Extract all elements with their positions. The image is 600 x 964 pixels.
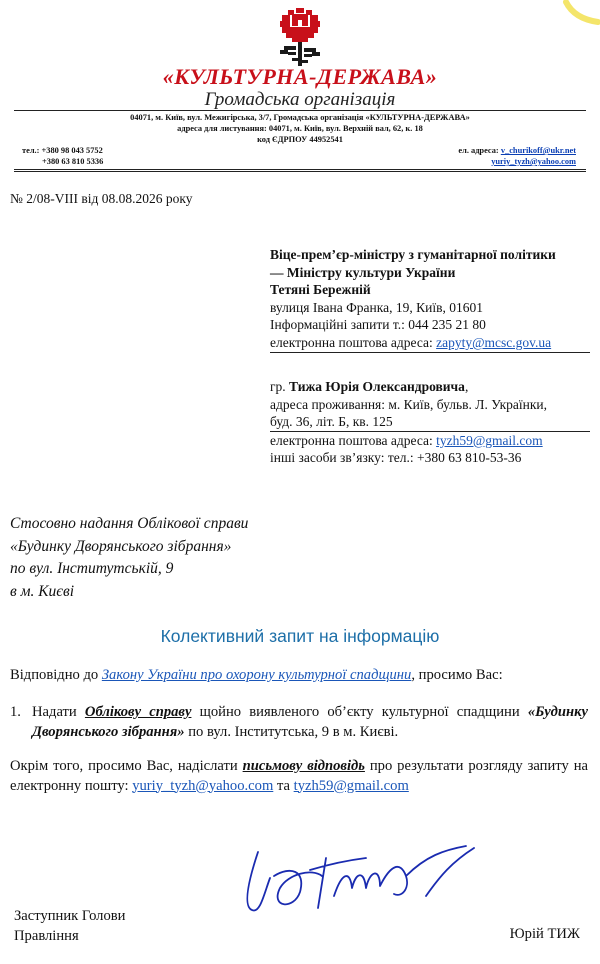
intro-text-before: Відповідно до	[10, 667, 102, 683]
registration-number: № 2/08-VIII від 08.08.2026 року	[10, 191, 193, 206]
request-item-1	[10, 703, 588, 742]
org-subtitle: Громадська організація	[204, 89, 396, 110]
sender-prefix: гр.	[270, 379, 286, 394]
org-mail-address: адреса для листування: 04071, м. Київ, вул. Верхній вал, 62, к. 18	[177, 124, 423, 133]
rose-logo-icon	[268, 6, 332, 68]
recipient-email-link[interactable]: zapyty@mcsc.gov.ua	[436, 334, 552, 350]
sender-address-1: адреса проживання: м. Київ, бульв. Л. Українки,	[270, 396, 548, 412]
sender-other-contacts: інші засоби зв’язку: тел.: +380 63 810-53-36	[270, 450, 522, 466]
corner-mark-icon	[556, 0, 600, 28]
divider	[14, 171, 586, 172]
recipient-line-2: — Міністру культури України	[270, 264, 456, 280]
item1-text-1: Надати	[32, 704, 85, 720]
org-name: «КУЛЬТУРНА-ДЕРЖАВА»	[162, 64, 438, 89]
reply-request-paragraph	[10, 757, 588, 796]
position-line-2: Правління	[14, 928, 79, 944]
sender-name-line: гр. Тижа Юрія Олександровича,	[270, 379, 469, 394]
org-email-2-link[interactable]: yuriy_tyzh@yahoo.com	[491, 157, 576, 166]
sender-email-label: електронна поштова адреса:	[270, 432, 433, 448]
recipient-email-label: електронна поштова адреса:	[270, 334, 433, 350]
para2-text-1: Окрім того, просимо Вас, надіслати	[10, 758, 243, 774]
item1-text-3: по вул. Інститутська, 9 в м. Києві.	[184, 723, 399, 740]
para2-text-3: та	[273, 777, 294, 794]
subject-line-2: «Будинку Дворянського зібрання»	[10, 537, 232, 555]
recipient-name: Тетяні Бережній	[270, 282, 371, 298]
sender-block	[270, 378, 590, 467]
org-edrpou: код ЄДРПОУ 44952541	[257, 135, 343, 144]
org-email-1-link[interactable]: v_churikoff@ukr.net	[500, 146, 576, 155]
org-phone-2: +380 63 810 5336	[42, 157, 104, 166]
para2-bold-term: письмову відповідь	[242, 758, 365, 774]
divider	[14, 110, 586, 111]
recipient-block	[270, 246, 590, 353]
signatory-position	[14, 906, 125, 946]
item1-building-name: «Будинку Дворянського зібрання»	[32, 704, 588, 740]
sender-email-row	[270, 432, 590, 450]
item1-text-2: щойно виявленого об’єкту культурної спадщини	[191, 704, 520, 720]
request-title: Колективний запит на інформацію	[160, 626, 440, 646]
org-address-line: 04071, м. Київ, вул. Межигірська, 3/7, Громадська організація «КУЛЬТУРНА-ДЕРЖАВА»	[130, 113, 470, 122]
org-email-label: ел. адреса:	[458, 146, 499, 155]
law-link[interactable]: Закону України про охорону культурної спадщини	[101, 667, 412, 683]
para2-text-2: про результати розгляду запиту на електронну пошту:	[10, 758, 588, 794]
item-number: 1.	[10, 704, 21, 720]
subject-line-3: по вул. Інститутській, 9	[10, 560, 174, 577]
subject-line-1: Стосовно надання Облікової справи	[10, 515, 249, 532]
position-line-1: Заступник Голови	[14, 908, 126, 924]
subject-line-4: в м. Києві	[10, 582, 75, 600]
reply-email-2-link[interactable]: tyzh59@gmail.com	[293, 777, 409, 794]
handwritten-signature	[230, 836, 490, 926]
sender-email-link[interactable]: tyzh59@gmail.com	[436, 432, 543, 448]
sender-name: Тижа Юрія Олександровича	[289, 379, 465, 394]
recipient-email-row	[270, 334, 590, 353]
recipient-street: вулиця Івана Франка, 19, Київ, 01601	[270, 299, 483, 315]
org-email-row-2	[491, 157, 576, 167]
org-email-row-1	[458, 146, 576, 156]
divider	[14, 169, 586, 170]
intro-text-after: , просимо Вас:	[411, 667, 503, 683]
recipient-info-phone: Інформаційні запити т.: 044 235 21 80	[270, 317, 486, 333]
recipient-line-1: Віце-прем’єр-міністру з гуманітарної політики	[270, 247, 556, 262]
intro-paragraph	[10, 666, 588, 686]
org-phone-1: тел.: +380 98 043 5752	[22, 146, 103, 155]
signatory-name: Юрій ТИЖ	[509, 926, 580, 942]
reply-email-1-link[interactable]: yuriy_tyzh@yahoo.com	[132, 777, 274, 794]
subject-block	[10, 513, 248, 603]
item1-bold-term: Облікову справу	[84, 704, 192, 720]
sender-address-2: буд. 36, літ. Б, кв. 125	[270, 413, 590, 432]
